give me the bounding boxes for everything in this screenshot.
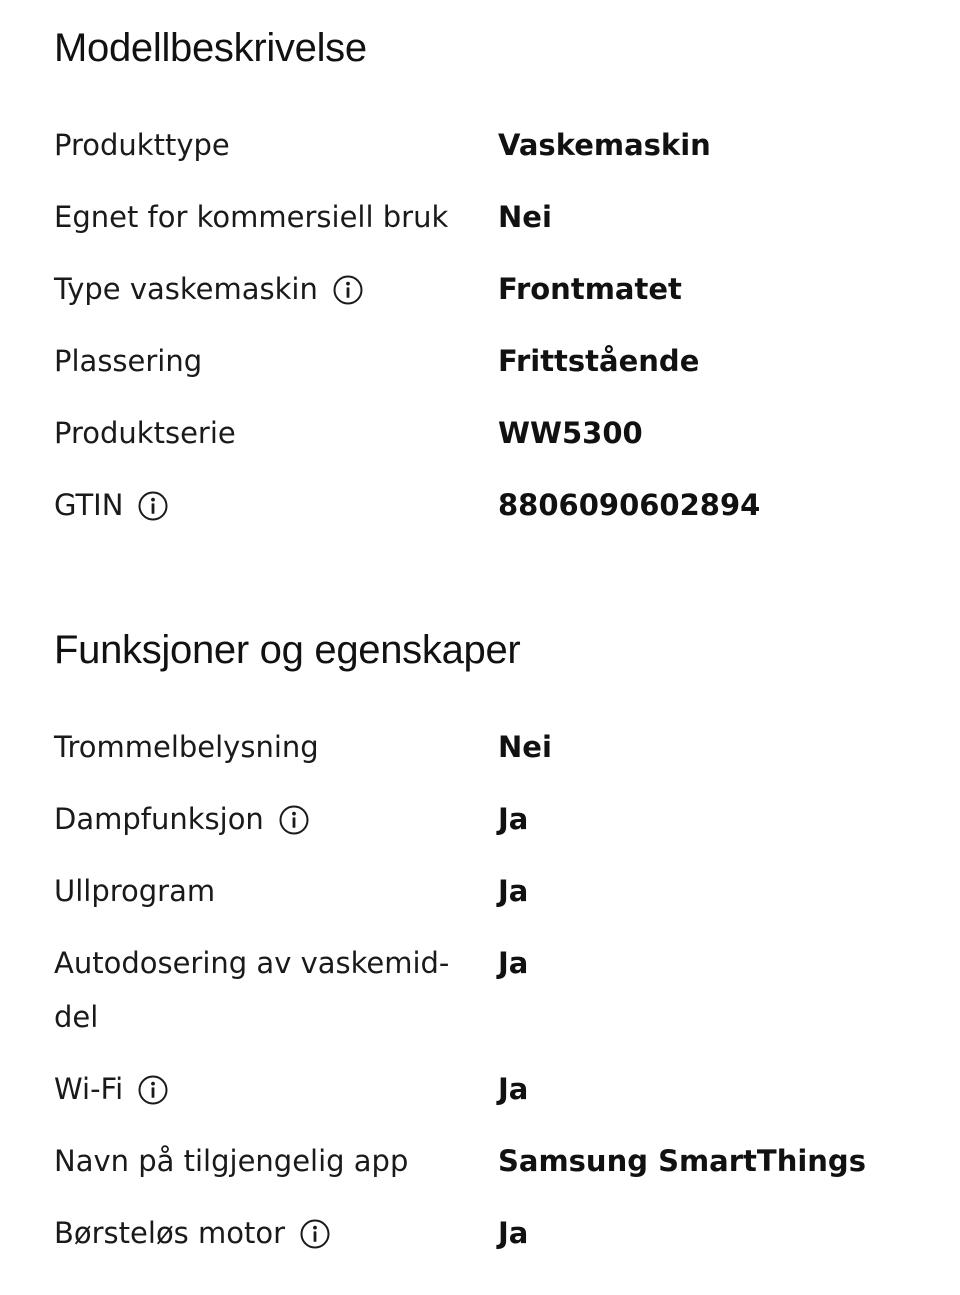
spec-label bbox=[54, 406, 498, 460]
section-title: Modellbeskrivelse bbox=[54, 26, 367, 70]
spec-label bbox=[54, 478, 498, 532]
section-features bbox=[54, 626, 960, 1278]
spec-label-text: Børsteløs motor bbox=[54, 1216, 286, 1250]
info-circle-icon[interactable] bbox=[137, 1074, 169, 1106]
info-circle-icon[interactable] bbox=[332, 274, 364, 306]
spec-row-wifi bbox=[54, 1062, 914, 1134]
spec-label-text: Plassering bbox=[54, 344, 203, 378]
spec-label-text: Autodosering av vaskemid-del bbox=[54, 946, 450, 1034]
spec-label bbox=[54, 262, 498, 316]
spec-label bbox=[54, 1062, 498, 1116]
spec-label-text: Dampfunksjon bbox=[54, 802, 264, 836]
spec-label bbox=[54, 190, 498, 244]
spec-row-product-series bbox=[54, 406, 914, 478]
spec-label bbox=[54, 792, 498, 846]
spec-row-steam bbox=[54, 792, 914, 864]
spec-value: Ja bbox=[498, 946, 529, 980]
spec-label-text: Ullprogram bbox=[54, 874, 216, 908]
spec-label bbox=[54, 720, 498, 774]
spec-value: Nei bbox=[498, 200, 552, 234]
spec-label-text: Wi-Fi bbox=[54, 1072, 124, 1106]
spec-label bbox=[54, 334, 498, 388]
spec-label bbox=[54, 1134, 498, 1188]
info-circle-icon[interactable] bbox=[137, 490, 169, 522]
spec-value: Ja bbox=[498, 1072, 529, 1106]
spec-row-gtin bbox=[54, 478, 914, 550]
section-title: Funksjoner og egenskaper bbox=[54, 628, 521, 672]
spec-label-text: Trommelbelysning bbox=[54, 730, 319, 764]
info-circle-icon[interactable] bbox=[299, 1218, 331, 1250]
spec-label-text: Type vaskemaskin bbox=[54, 272, 318, 306]
spec-value: Nei bbox=[498, 730, 552, 764]
spec-value: Vaskemaskin bbox=[498, 128, 711, 162]
spec-row-app-name bbox=[54, 1134, 914, 1206]
spec-value: Frontmatet bbox=[498, 272, 682, 306]
spec-label-text: Navn på tilgjengelig app bbox=[54, 1144, 409, 1178]
spec-label bbox=[54, 118, 498, 172]
spec-value: 8806090602894 bbox=[498, 488, 761, 522]
info-circle-icon[interactable] bbox=[278, 804, 310, 836]
spec-value: Ja bbox=[498, 874, 529, 908]
spec-row-wool-program bbox=[54, 864, 914, 936]
spec-row-auto-dosing bbox=[54, 936, 914, 1062]
spec-list bbox=[54, 720, 960, 1278]
spec-value: Ja bbox=[498, 1216, 529, 1250]
spec-value: WW5300 bbox=[498, 416, 643, 450]
spec-list bbox=[54, 118, 960, 550]
spec-row-placement bbox=[54, 334, 914, 406]
spec-value: Samsung SmartThings bbox=[498, 1144, 866, 1178]
spec-value: Frittstående bbox=[498, 344, 700, 378]
spec-row-brushless-motor bbox=[54, 1206, 914, 1278]
spec-label-text: Egnet for kommersiell bruk bbox=[54, 200, 449, 234]
spec-row-drum-light bbox=[54, 720, 914, 792]
section-model-description bbox=[54, 0, 960, 550]
spec-row-washer-type bbox=[54, 262, 914, 334]
spec-row-product-type bbox=[54, 118, 914, 190]
spec-label-text: Produkttype bbox=[54, 128, 230, 162]
spec-label-text: Produktserie bbox=[54, 416, 236, 450]
spec-label-text: GTIN bbox=[54, 488, 124, 522]
spec-row-commercial-use bbox=[54, 190, 914, 262]
spec-label bbox=[54, 1206, 498, 1260]
spec-label bbox=[54, 864, 498, 918]
spec-label bbox=[54, 936, 498, 1044]
spec-value: Ja bbox=[498, 802, 529, 836]
